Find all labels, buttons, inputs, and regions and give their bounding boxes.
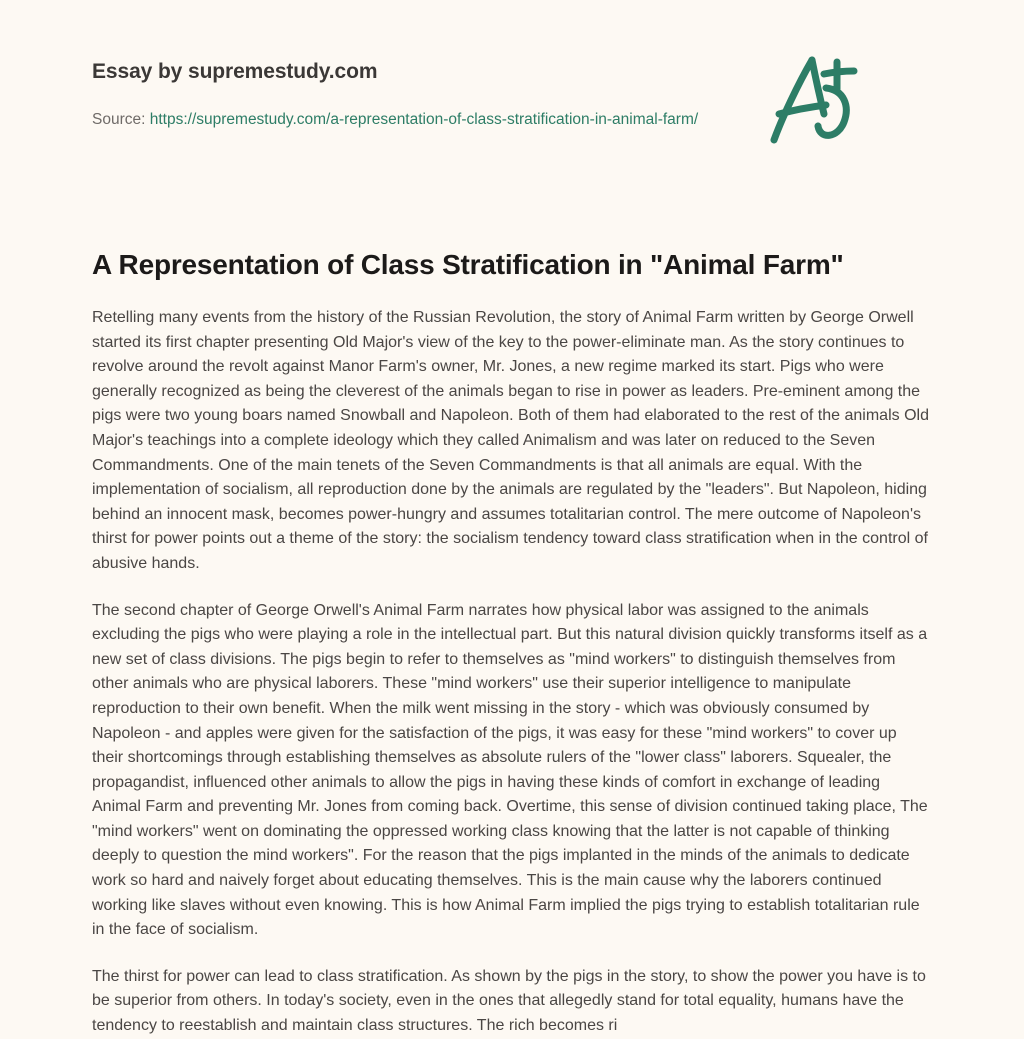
paragraph: The thirst for power can lead to class stratification. As shown by the pigs in the story, to show the power you have is to be superior from others. In today's society, even in the ones that allegedly stand for total equality, humans have the tendency to reestablish and maintain class structures. The rich becomes ri — [92, 967, 926, 1035]
source-label: Source: — [92, 111, 150, 128]
source-line — [92, 107, 740, 132]
a-plus-logo-icon — [754, 44, 866, 156]
paragraph: Retelling many events from the history of the Russian Revolution, the story of Animal Farm written by George Orwell started its first chapter presenting Old Major's view of the key to the power-eliminate man. As the story continues to revolve around the revolt against Manor Farm's owner, Mr. Jones, a new regime marked its start. Pigs who were generally recognized as being the cleverest of the animals began to rise in power as leaders. Pre-eminent among the pigs were two young boars named Snowball and Napoleon. Both of them had elaborated to the rest of the animals Old Major's teachings into a complete ideology which they called Animalism and was later on reduced to the Seven Commandments. One of the main tenets of the Seven Commandments is that all animals are equal. With the implementation of socialism, all reproduction done by the animals are regulated by the "leaders". But Napoleon, hiding behind an innocent mask, becomes power-hungry and assumes totalitarian control. The mere outcome of Napoleon's thirst for power points out a theme of the story: the socialism tendency toward class stratification when in the control of abusive hands. — [92, 309, 929, 572]
page-title: A Representation of Class Stratification in "Animal Farm" — [92, 249, 844, 280]
paragraph: The second chapter of George Orwell's Animal Farm narrates how physical labor was assigned to the animals excluding the pigs who were playing a role in the intellectual part. But this natural division quickly transforms itself as a new set of class divisions. The pigs begin to refer to themselves as "mind workers" to distinguish themselves from other animals who are physical laborers. These "mind workers" use their superior intelligence to manipulate reproduction to their own benefit. When the milk went missing in the story - which was obviously consumed by Napoleon - and apples were given for the satisfaction of the pigs, it was easy for these "mind workers" to cover up their shortcomings through establishing themselves as absolute rulers of the "lower class" laborers. Squealer, the propagandist, influenced other animals to allow the pigs in having these kinds of comfort in exchange of leading Animal Farm and preventing Mr. Jones from coming back. Overtime, this sense of division continued taking place, The "mind workers" went on dominating the oppressed working class knowing that the latter is not capable of thinking deeply to question the mind workers". For the reason that the pigs implanted in the minds of the animals to dedicate work so hard and naively forget about educating themselves. This is the main cause why the laborers continued working like slaves without even knowing. This is how Animal Farm implied the pigs trying to establish totalitarian rule in the face of socialism. — [92, 601, 928, 939]
essay-byline: Essay by supremestudy.com — [92, 60, 378, 83]
essay-body — [92, 282, 932, 1039]
document-header — [92, 0, 932, 180]
source-url-link[interactable]: https://supremestudy.com/a-representation-of-class-stratification-in-animal-farm/ — [149, 111, 699, 128]
